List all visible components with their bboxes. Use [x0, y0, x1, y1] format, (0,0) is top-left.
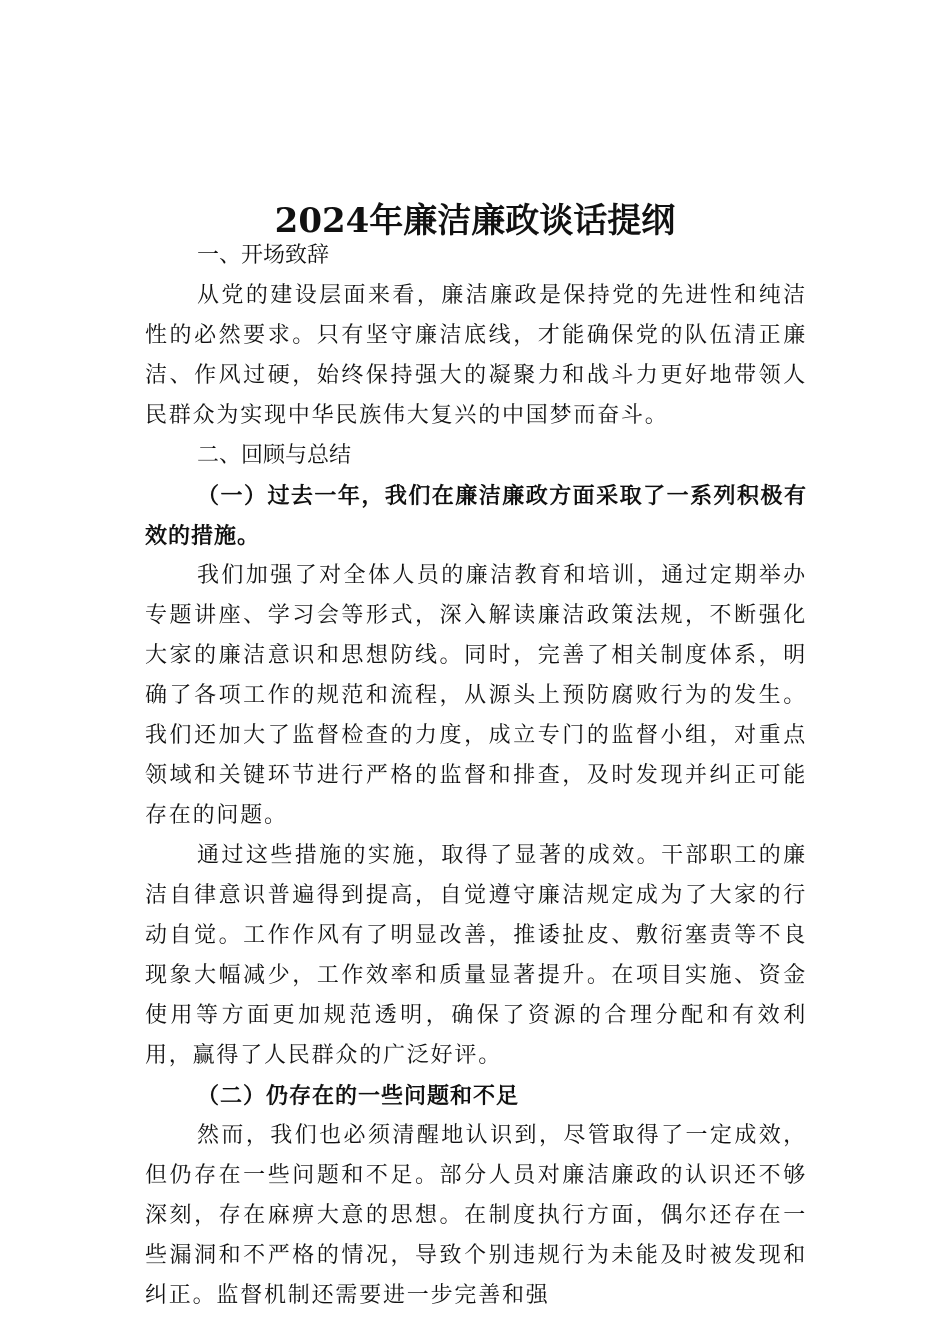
- section-heading-opening: 一、开场致辞: [197, 243, 330, 268]
- section-heading-review: 二、回顾与总结: [197, 443, 352, 468]
- paragraph-measures: 我们加强了对全体人员的廉洁教育和培训，通过定期举办专题讲座、学习会等形式，深入解读廉洁政策法规，不断强化大家的廉洁意识和思想防线。同时，完善了相关制度体系，明确了各项工作的规范和流程，从源头上预防腐败行为的发生。我们还加大了监督检查的力度，成立专门的监督小组，对重点领域和关键环节进行严格的监督和排查，及时发现并纠正可能存在的问题。: [145, 563, 807, 828]
- document-body: [145, 236, 807, 1316]
- subsection-heading-measures: （一）过去一年，我们在廉洁廉政方面采取了一系列积极有效的措施。: [145, 483, 807, 549]
- paragraph-results: 通过这些措施的实施，取得了显著的成效。干部职工的廉洁自律意识普遍得到提高，自觉遵守廉洁规定成为了大家的行动自觉。工作作风有了明显改善，推诿扯皮、敷衍塞责等不良现象大幅减少，工作效率和质量显著提升。在项目实施、资金使用等方面更加规范透明，确保了资源的合理分配和有效利用，赢得了人民群众的广泛好评。: [145, 843, 807, 1068]
- paragraph-problems: 然而，我们也必须清醒地认识到，尽管取得了一定成效，但仍存在一些问题和不足。部分人员对廉洁廉政的认识还不够深刻，存在麻痹大意的思想。在制度执行方面，偶尔还存在一些漏洞和不严格的情况，导致个别违规行为未能及时被发现和纠正。监督机制还需要进一步完善和强: [145, 1123, 807, 1308]
- subsection-heading-problems: （二）仍存在的一些问题和不足: [197, 1083, 520, 1109]
- paragraph-opening: 从党的建设层面来看，廉洁廉政是保持党的先进性和纯洁性的必然要求。只有坚守廉洁底线，才能确保党的队伍清正廉洁、作风过硬，始终保持强大的凝聚力和战斗力更好地带领人民群众为实现中华民族伟大复兴的中国梦而奋斗。: [145, 283, 807, 428]
- document-title: 2024年廉洁廉政谈话提纲: [274, 200, 676, 241]
